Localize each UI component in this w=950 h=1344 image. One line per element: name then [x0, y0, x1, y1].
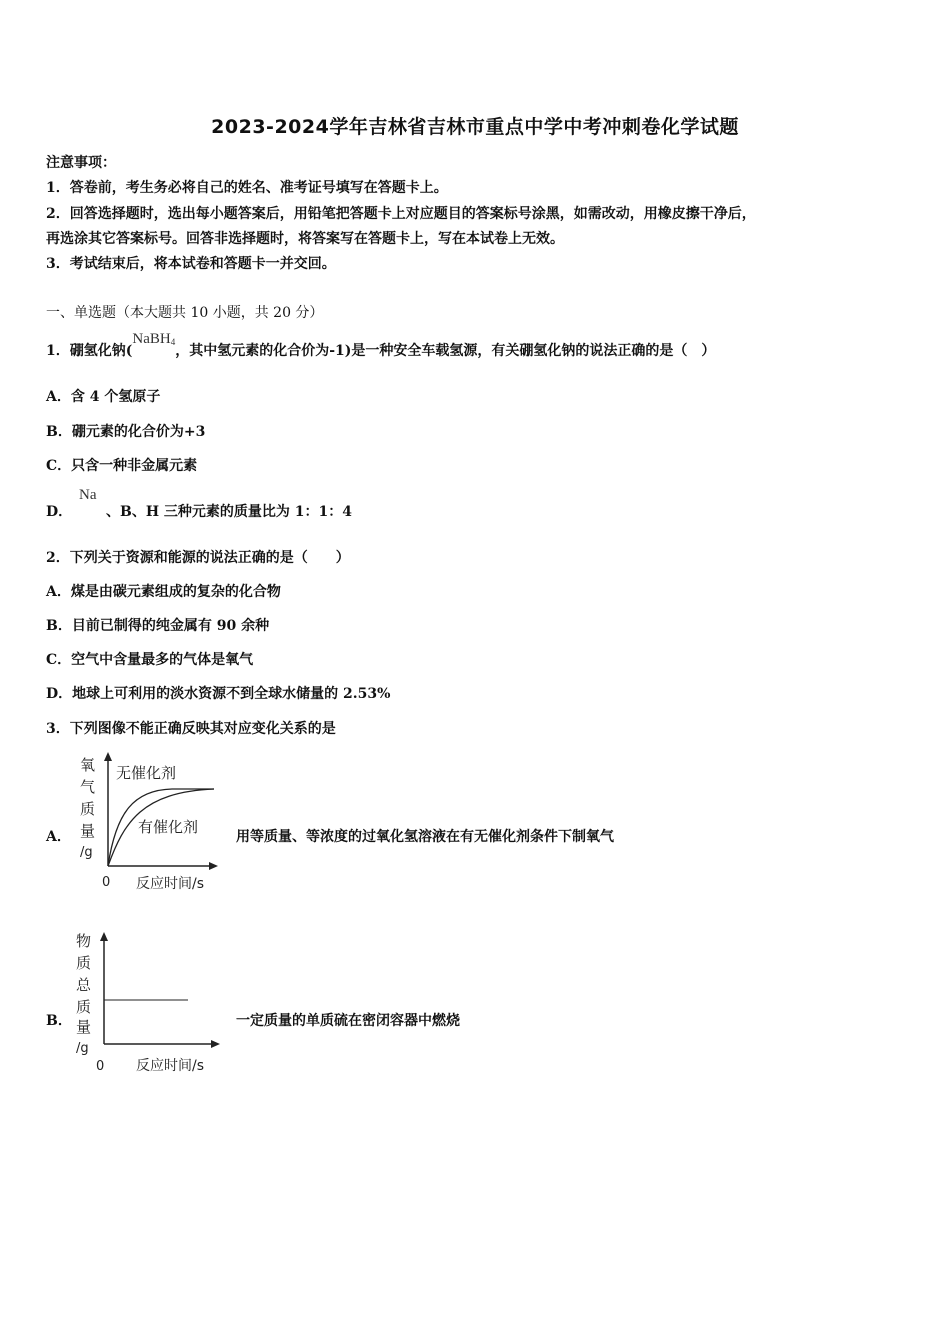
q3-option-a-description: 用等质量、等浓度的过氧化氢溶液在有无催化剂条件下制氧气 [236, 829, 614, 845]
q1-option-b: B．硼元素的化合价为+3 [46, 424, 206, 440]
graph-b-ylabel-4: 质 [76, 998, 92, 1016]
section-heading: 一、单选题（本大题共 10 小题，共 20 分） [46, 305, 324, 321]
graph-b-ylabel-3: 总 [76, 976, 92, 994]
question-2-stem: 2．下列关于资源和能源的说法正确的是（ ） [46, 550, 350, 566]
notice-item-3: 3．考试结束后，将本试卷和答题卡一并交回。 [46, 256, 336, 272]
graph-a-label-catalyst: 有催化剂 [138, 818, 199, 836]
graph-a-origin: 0 [102, 875, 111, 890]
q1-formula-sub: 4 [170, 337, 176, 347]
graph-a-xlabel: 反应时间/s [136, 876, 205, 892]
graph-b-x-arrow [211, 1040, 220, 1048]
notice-heading: 注意事项： [46, 155, 116, 171]
question-3-stem: 3．下列图像不能正确反映其对应变化关系的是 [46, 721, 336, 737]
graph-b-xlabel: 反应时间/s [136, 1058, 205, 1074]
notice-item-2: 2．回答选择题时，选出每小题答案后，用铅笔把答题卡上对应题目的答案标号涂黑，如需改动，用橡皮擦干净后， [46, 206, 756, 222]
q3-option-b-description: 一定质量的单质硫在密闭容器中燃烧 [236, 1013, 460, 1029]
graph-a-y-arrow [104, 752, 112, 761]
q1-option-c: C．只含一种非金属元素 [46, 458, 198, 474]
q1-option-d-text: 、B、H 三种元素的质量比为 1：1：4 [106, 504, 353, 520]
q1-option-a: A．含 4 个氢原子 [46, 389, 161, 405]
graph-a-ylabel-4: 量 [80, 822, 96, 840]
graph-b-ylabel-2: 质 [76, 954, 92, 972]
notice-item-1: 1．答卷前，考生务必将自己的姓名、准考证号填写在答题卡上。 [46, 180, 448, 196]
graph-a-ylabel-3: 质 [80, 800, 96, 818]
notice-item-2-cont: 再选涂其它答案标号。回答非选择题时，将答案写在答题卡上，写在本试卷上无效。 [46, 231, 564, 247]
q3-option-a-graph [72, 752, 222, 894]
q2-option-d: D．地球上可利用的淡水资源不到全球水储量的 2.53% [46, 686, 391, 702]
q3-option-a-label: A． [46, 829, 71, 845]
graph-a-ylabel-2: 气 [80, 778, 96, 796]
question-1-stem [46, 331, 716, 360]
graph-b-ylabel-6: /g [76, 1041, 89, 1056]
q1-option-d-formula: Na [79, 487, 97, 503]
graph-b-origin: 0 [96, 1059, 105, 1074]
graph-b-ylabel-1: 物 [76, 932, 92, 950]
graph-b-y-arrow [100, 932, 108, 941]
q1-suffix: ，其中氢元素的化合价为-1)是一种安全车载氢源，有关硼氢化钠的说法正确的是（ ） [175, 343, 716, 359]
q1-option-d-label: D． [46, 504, 73, 520]
q2-option-b: B．目前已制得的纯金属有 90 余种 [46, 618, 270, 634]
graph-a-ylabel-5: /g [80, 845, 93, 860]
q1-prefix: 1．硼氢化钠( [46, 343, 133, 359]
q1-formula-main: NaBH [132, 331, 171, 347]
graph-b-ylabel-5: 量 [76, 1018, 92, 1036]
page-title: 2023-2024学年吉林省吉林市重点中学中考冲刺卷化学试题 [211, 116, 739, 138]
graph-a-x-arrow [209, 862, 218, 870]
q3-option-b-graph [72, 928, 224, 1076]
q2-option-c: C．空气中含量最多的气体是氧气 [46, 652, 254, 668]
graph-a-ylabel-1: 氧 [80, 756, 96, 774]
q2-option-a: A．煤是由碳元素组成的复杂的化合物 [46, 584, 281, 600]
graph-a-label-no-catalyst: 无催化剂 [116, 764, 177, 782]
q1-formula [132, 331, 175, 347]
q3-option-b-label: B． [46, 1013, 72, 1029]
